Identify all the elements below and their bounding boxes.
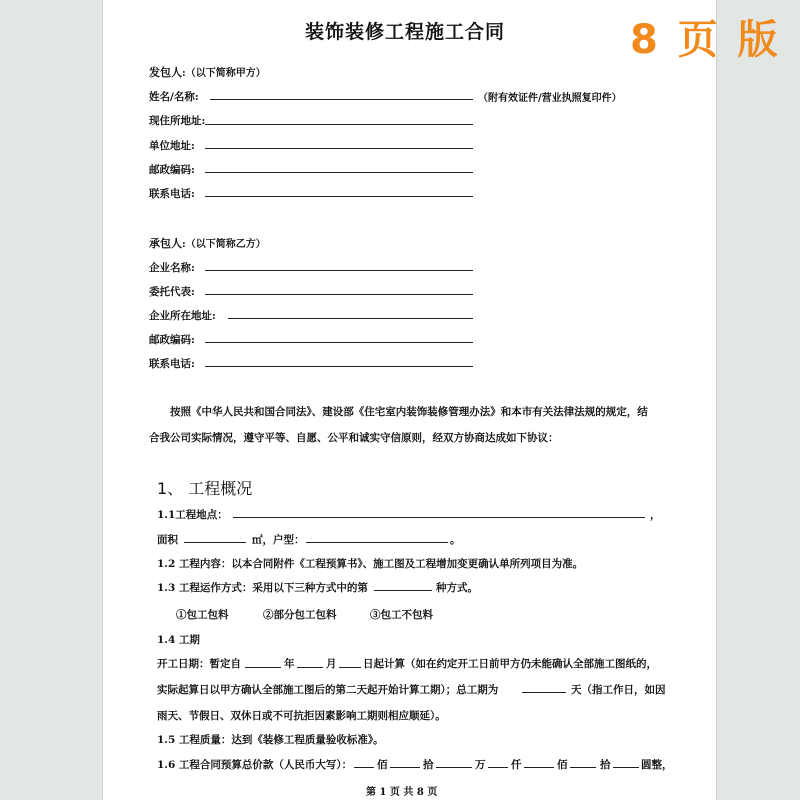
- party-a-work-address-field[interactable]: [205, 148, 473, 149]
- start-date-rest: 日起计算（如在约定开工日前甲方仍未能确认全部施工图纸的，: [363, 658, 657, 670]
- amount-unit-7: 圆整，: [641, 759, 673, 771]
- amount-unit-6: 拾: [600, 759, 611, 771]
- clause-1-3-end: 种方式。: [436, 582, 478, 594]
- party-b-address-field[interactable]: [228, 318, 473, 319]
- party-a-phone-field[interactable]: [205, 196, 473, 197]
- amount-field-4[interactable]: [488, 767, 508, 768]
- party-b-phone-label: 联系电话:: [149, 358, 195, 370]
- area-unit-and-layout-label: ㎡，户型：: [252, 534, 305, 546]
- actual-start-rest: 天（指工作日，如因: [571, 684, 666, 696]
- amount-field-7[interactable]: [613, 767, 639, 768]
- party-b-address-label: 企业所在地址:: [149, 310, 216, 322]
- party-a-address-field[interactable]: [205, 124, 473, 125]
- party-b-phone-field[interactable]: [205, 366, 473, 367]
- party-b-company-field[interactable]: [205, 270, 473, 271]
- area-field[interactable]: [184, 542, 246, 543]
- amount-field-2[interactable]: [390, 767, 420, 768]
- page-footer: 第 1 页 共 8 页: [366, 787, 438, 798]
- amount-field-5[interactable]: [524, 767, 554, 768]
- party-b-heading: 承包人:（以下简称乙方）: [149, 237, 266, 250]
- party-b-zip-field[interactable]: [205, 342, 473, 343]
- delay-clause: 雨天、节假日、双休日或不可抗拒因素影响工期则相应顺延）。: [157, 710, 446, 722]
- option-1: ①包工包料: [176, 609, 229, 621]
- start-day-field[interactable]: [339, 667, 361, 668]
- option-2: ②部分包工包料: [263, 609, 337, 621]
- start-year-field[interactable]: [245, 667, 281, 668]
- amount-field-1[interactable]: [354, 767, 374, 768]
- amount-field-6[interactable]: [570, 767, 596, 768]
- clause-1-2: 1.2 工程内容：以本合同附件《工程预算书》、施工图及工程增加变更确认单所列项目为准。: [157, 558, 584, 570]
- start-date-label: 开工日期：暂定自: [157, 658, 241, 670]
- amount-unit-3: 万: [475, 759, 486, 771]
- preamble-line-2: 合我公司实际情况，遵守平等、自愿、公平和诚实守信原则，经双方协商达成如下协议：: [149, 432, 559, 444]
- clause-1-6-label: 1.6 工程合同预算总价款（人民币大写）：: [157, 759, 353, 771]
- site-location-field[interactable]: [233, 517, 645, 518]
- party-a-zip-label: 邮政编码:: [149, 164, 195, 176]
- clause-1-3-label: 1.3 工程运作方式：采用以下三种方式中的第: [157, 582, 368, 594]
- party-a-heading: 发包人:（以下简称甲方）: [149, 66, 266, 79]
- amount-field-3[interactable]: [436, 767, 472, 768]
- party-a-phone-label: 联系电话:: [149, 188, 195, 200]
- start-year-unit: 年: [284, 658, 295, 670]
- clause-1-4-heading: 1.4 工期: [157, 634, 200, 646]
- contract-title: 装饰装修工程施工合同: [305, 21, 506, 43]
- actual-start-text: 实际起算日以甲方确认全部施工图后的第二天起开始计算工期）；总工期为: [157, 684, 499, 696]
- party-a-work-address-label: 单位地址:: [149, 140, 195, 152]
- amount-unit-4: 仟: [511, 759, 522, 771]
- total-duration-field[interactable]: [522, 692, 566, 693]
- party-b-zip-label: 邮政编码:: [149, 334, 195, 346]
- party-b-representative-label: 委托代表:: [149, 286, 195, 298]
- page-count-badge: 8 页 版: [630, 17, 781, 63]
- preamble-line-1: 按照《中华人民共和国合同法》、建设部《住宅室内装饰装修管理办法》和本市有关法律法规的规定，结: [170, 406, 648, 418]
- amount-unit-1: 佰: [377, 759, 388, 771]
- section-1-heading: 1、 工程概况: [157, 479, 253, 498]
- site-location-label: 1.1工程地点：: [157, 509, 228, 521]
- area-label: 面积: [157, 534, 178, 546]
- party-a-name-label: 姓名/名称:: [149, 91, 199, 103]
- amount-unit-5: 佰: [557, 759, 568, 771]
- operation-mode-field[interactable]: [374, 590, 432, 591]
- layout-end: 。: [450, 534, 461, 546]
- start-month-field[interactable]: [297, 667, 323, 668]
- site-location-comma: ，: [650, 509, 661, 521]
- party-a-name-note: （附有效证件/营业执照复印件）: [478, 93, 622, 104]
- party-b-company-label: 企业名称:: [149, 262, 195, 274]
- party-a-name-field[interactable]: [210, 99, 473, 100]
- clause-1-5: 1.5 工程质量：达到《装修工程质量验收标准》。: [157, 734, 384, 746]
- party-a-address-label: 现住所地址:: [149, 115, 206, 127]
- amount-unit-2: 拾: [423, 759, 434, 771]
- layout-field[interactable]: [306, 542, 448, 543]
- option-3: ③包工不包料: [370, 609, 433, 621]
- start-month-unit: 月: [326, 658, 337, 670]
- party-a-zip-field[interactable]: [205, 172, 473, 173]
- party-b-representative-field[interactable]: [205, 294, 473, 295]
